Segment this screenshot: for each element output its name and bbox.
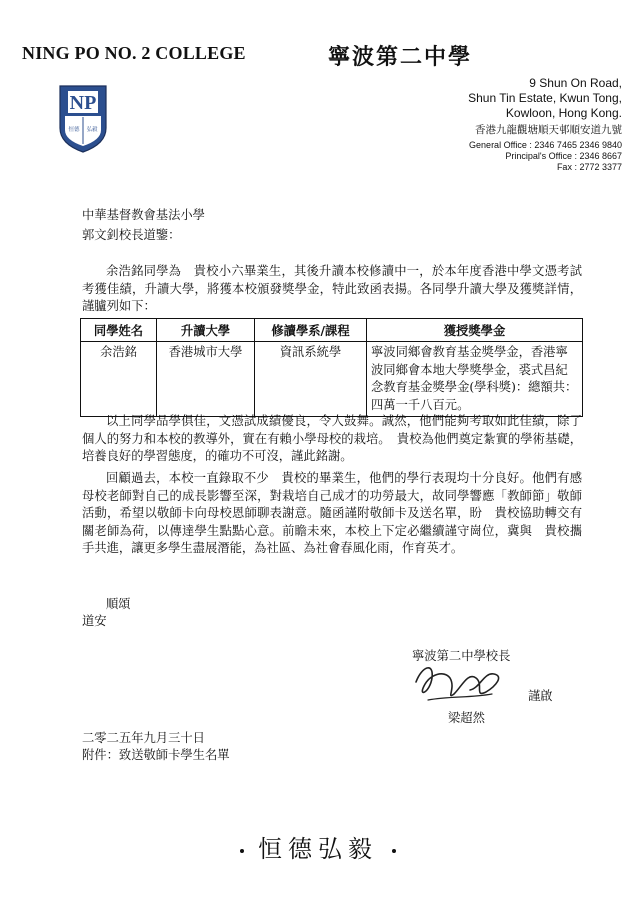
svg-text:NP: NP	[69, 92, 97, 114]
letter-date: 二零二五年九月三十日	[82, 731, 205, 745]
awards-table	[80, 318, 583, 417]
bullet-icon	[392, 849, 396, 853]
school-motto	[0, 829, 636, 864]
principal-office-phone: Principal's Office : 2346 8667	[505, 151, 622, 161]
closing-greeting: 順頌	[106, 597, 131, 611]
cell-scholarship: 寧波同鄉會教育基金獎學金，香港寧波同鄉會本地大學獎學金，裘式昌紀念教育基金獎學金(學科獎)：總額共：四萬一千八百元。	[367, 342, 583, 417]
address-line2: Shun Tin Estate, Kwun Tong,	[468, 91, 622, 105]
signer-respect: 謹啟	[528, 689, 553, 703]
crest-text-left: 恒德	[68, 127, 80, 133]
signature-icon	[410, 648, 510, 712]
paragraph-thanks: 以上同學品學俱佳，文憑試成績優良，令人鼓舞。誠然，他們能夠考取如此佳績，除了個人的努力和本校的教導外，實在有賴小學母校的栽培。 貴校為他們奠定紮實的學術基礎，培養良好的學習態度，的確功不可沒，謹此銘謝。	[82, 414, 582, 463]
paragraph-intro: 余浩銘同學為 貴校小六畢業生，其後升讀本校修讀中一，於本年度香港中學文憑考試考獲佳績，升讀大學，將獲本校頒發獎學金，特此致函表揚。各同學升讀大學及獲獎詳情，謹臚列如下：	[82, 264, 582, 313]
school-name-zh: 寧波第二中學	[328, 44, 473, 70]
paragraph-review: 回顧過去，本校一直錄取不少 貴校的畢業生，他們的學行表現均十分良好。他們有感母校老師對自己的成長影響至深，對栽培自己成才的功勞最大，故同學響應「教師節」敬師活動，希望以敬師卡向母校恩師聊表謝意。隨函謹附敬師卡及送名單，盼 貴校協助轉交有關老師為荷，以傳達學生點點心意。前瞻未來，本校上下定必繼續謹守崗位，冀與 貴校攜手共進，讓更多學生盡展潛能，為社區、為社會春風化雨，作育英才。	[82, 471, 582, 555]
header-university: 升讀大學	[157, 319, 255, 342]
attachment-note: 附件：致送敬師卡學生名單	[82, 748, 230, 762]
recipient-principal: 郭文釗校長道鑒：	[82, 228, 181, 242]
school-crest-icon	[58, 84, 108, 154]
recipient-school: 中華基督教會基法小學	[82, 208, 205, 222]
signer-name: 梁超然	[448, 711, 485, 725]
motto-text: 恒德弘毅	[258, 835, 378, 863]
cell-programme: 資訊系統學	[255, 342, 367, 417]
general-office-phone: General Office : 2346 7465 2346 9840	[469, 140, 622, 150]
address-line3: Kowloon, Hong Kong.	[505, 106, 622, 120]
address-line1: 9 Shun On Road,	[529, 76, 622, 90]
address-zh: 香港九龍觀塘順天邨順安道九號	[475, 124, 622, 136]
header-programme: 修讀學系/課程	[255, 319, 367, 342]
cell-student-name: 余浩銘	[81, 342, 157, 417]
crest-text-right: 弘毅	[86, 127, 98, 133]
school-name-en: NING PO NO. 2 COLLEGE	[22, 43, 246, 63]
signer-title: 寧波第二中學校長	[412, 649, 511, 663]
cell-university: 香港城市大學	[157, 342, 255, 417]
bullet-icon	[240, 849, 244, 853]
header-scholarship: 獲授獎學金	[367, 319, 583, 342]
closing-wishes: 道安	[82, 614, 107, 628]
header-student-name: 同學姓名	[81, 319, 157, 342]
fax-number: Fax : 2772 3377	[556, 162, 622, 172]
table-header-row	[81, 319, 583, 342]
table-row	[81, 342, 583, 417]
